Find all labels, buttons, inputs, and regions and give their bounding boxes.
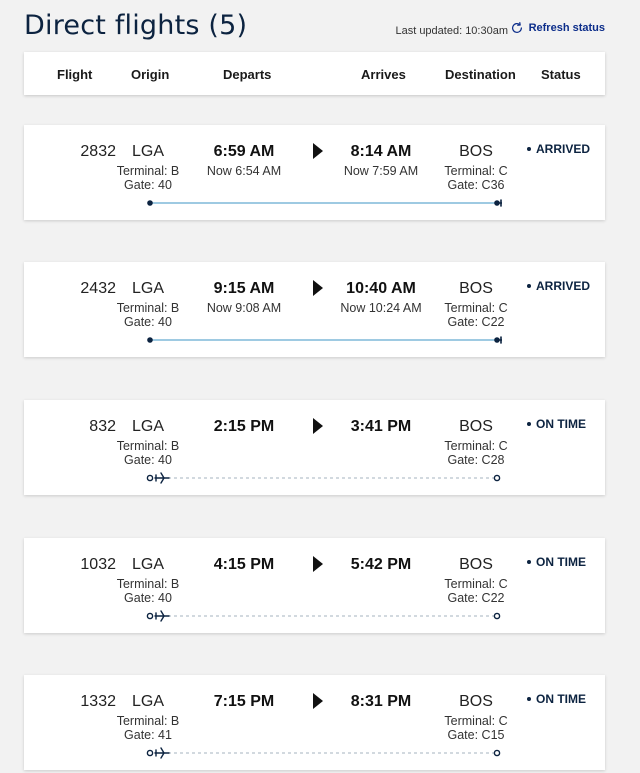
column-status: Status [541,67,581,82]
status-label: ARRIVED [536,279,591,293]
destination-dot-icon [494,475,499,480]
arrival-actual: Now 10:24 AM [340,301,422,315]
origin-dot-icon [147,337,153,343]
destination-terminal: Terminal: C [444,577,508,591]
refresh-icon [510,21,524,35]
origin-code: LGA [131,693,164,710]
destination-gate: Gate: C22 [447,591,505,605]
status-dot-icon [527,284,531,288]
origin-terminal: Terminal: B [116,301,180,315]
flight-number: 2432 [80,280,116,297]
destination-terminal: Terminal: C [444,301,508,315]
flight-card[interactable] [24,675,605,770]
plane-icon [155,748,169,758]
status-label: ON TIME [536,555,586,569]
origin-terminal: Terminal: B [116,439,180,453]
origin-dot-icon [147,750,152,755]
destination-gate: Gate: C15 [447,728,505,742]
origin-gate: Gate: 40 [124,315,172,329]
origin-terminal: Terminal: B [116,714,180,728]
origin-dot-icon [147,200,153,206]
flight-card[interactable] [24,538,605,633]
destination-terminal: Terminal: C [444,714,508,728]
status-label: ARRIVED [536,142,591,156]
flight-progress-track [142,471,502,485]
destination-info [421,577,531,605]
status-dot-icon [527,422,531,426]
plane-icon [155,611,169,621]
flight-card[interactable] [24,125,605,220]
page-header [0,0,640,52]
flight-progress-track [142,196,502,210]
arrival-actual: Now 7:59 AM [343,164,419,178]
status-badge [527,417,586,431]
destination-code: BOS [459,693,493,710]
destination-gate: Gate: C22 [447,315,505,329]
flight-progress-track [142,609,502,623]
origin-code: LGA [131,418,164,435]
flight-card[interactable] [24,400,605,495]
destination-code: BOS [459,418,493,435]
plane-icon [155,473,169,483]
status-dot-icon [527,147,531,151]
status-badge [527,555,586,569]
column-header-row [24,52,605,95]
destination-code: BOS [459,143,493,160]
origin-gate: Gate: 40 [124,178,172,192]
origin-info [93,439,203,467]
origin-info [93,714,203,742]
departure-time: 6:59 AM [213,143,275,160]
flight-card[interactable] [24,262,605,357]
column-origin: Origin [131,67,170,82]
departure-time: 9:15 AM [213,280,275,297]
destination-terminal: Terminal: C [444,164,508,178]
destination-gate: Gate: C28 [447,453,505,467]
status-dot-icon [527,560,531,564]
refresh-status-button[interactable] [510,21,605,35]
departure-actual: Now 9:08 AM [206,301,282,315]
flight-number: 832 [89,418,116,435]
flight-number: 1332 [80,693,116,710]
status-badge [527,279,590,293]
destination-gate: Gate: C36 [447,178,505,192]
arrival-time: 3:41 PM [350,418,412,435]
last-updated-text: Last updated: 10:30am [395,25,508,37]
destination-code: BOS [459,280,493,297]
page-title: Direct flights (5) [24,10,248,41]
flight-number: 2832 [80,143,116,160]
flight-progress-track [142,746,502,760]
destination-code: BOS [459,556,493,573]
plane-landed-icon [499,335,502,345]
departure-time: 7:15 PM [213,693,275,710]
status-dot-icon [527,697,531,701]
origin-gate: Gate: 41 [124,728,172,742]
origin-terminal: Terminal: B [116,164,180,178]
status-badge [527,692,586,706]
destination-terminal: Terminal: C [444,439,508,453]
status-label: ON TIME [536,417,586,431]
departure-actual: Now 6:54 AM [206,164,282,178]
arrival-time: 10:40 AM [346,280,416,297]
departure-time: 2:15 PM [213,418,275,435]
flight-progress-track [142,333,502,347]
column-departs: Departs [223,67,272,82]
origin-code: LGA [131,280,164,297]
column-destination: Destination [445,67,516,82]
status-badge [527,142,590,156]
origin-code: LGA [131,556,164,573]
destination-info [421,714,531,742]
destination-info [421,164,531,192]
plane-landed-icon [499,198,502,208]
departure-time: 4:15 PM [213,556,275,573]
origin-gate: Gate: 40 [124,591,172,605]
destination-dot-icon [494,750,499,755]
destination-info [421,439,531,467]
refresh-status-label: Refresh status [528,22,605,34]
origin-info [93,577,203,605]
origin-dot-icon [147,613,152,618]
arrival-time: 5:42 PM [350,556,412,573]
origin-dot-icon [147,475,152,480]
flight-number: 1032 [80,556,116,573]
origin-gate: Gate: 40 [124,453,172,467]
arrival-time: 8:31 PM [350,693,412,710]
column-flight: Flight [57,67,93,82]
destination-dot-icon [494,613,499,618]
status-label: ON TIME [536,692,586,706]
origin-code: LGA [131,143,164,160]
column-arrives: Arrives [361,67,406,82]
origin-terminal: Terminal: B [116,577,180,591]
arrival-time: 8:14 AM [350,143,412,160]
destination-info [421,301,531,329]
